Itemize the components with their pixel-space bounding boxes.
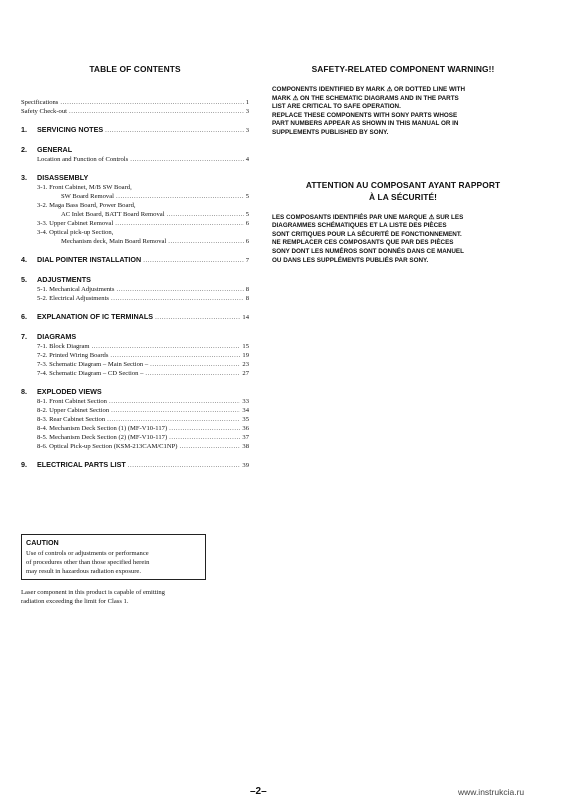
- toc-top-items: [21, 98, 249, 116]
- toc-entry[interactable]: 7-2. Printed Wiring Boards ..... 19: [37, 351, 249, 360]
- toc-entry-line: 3-4. Optical pick-up Section,: [37, 229, 114, 236]
- safety-warnings: [272, 64, 534, 265]
- watermark: www.instrukcia.ru: [458, 787, 525, 797]
- toc-entry-line: 3-2. Maga Bass Board, Power Board,: [37, 202, 136, 209]
- warning-fr-body: LES COMPOSANTS IDENTIFIÉS PAR UNE MARQUE ⚠ SUR LES DIAGRAMMES SCHÉMATIQUES ET LA LISTE DES PIÈCES SONT CRITIQUES POUR LA SÉCURITÉ DE FONCTIONNEMENT. NE REMPLACER CES COMPOSANTS QUE PAR DES PIÈCES SONY DONT LES NUMÉROS SONT DONNÉS DANS CE MANUEL OU DANS LES SUPPLÉMENTS PUBLIÉS PAR SONY.: [272, 213, 464, 264]
- toc-entry[interactable]: 8-3. Rear Cabinet Section ..... 35: [37, 415, 249, 424]
- laser-note: Laser component in this product is capable of emitting radiation exceeding the limit for Class 1.: [21, 589, 165, 605]
- toc-section-1[interactable]: 1. SERVICING NOTES ..... 3: [21, 125, 249, 136]
- warning-en-body: COMPONENTS IDENTIFIED BY MARK ⚠ OR DOTTED LINE WITH MARK ⚠ ON THE SCHEMATIC DIAGRAMS AND IN THE PARTS LIST ARE CRITICAL TO SAFE OPERATION. REPLACE THESE COMPONENTS WITH SONY PARTS WHOSE PART NUMBERS APPEAR AS SHOWN IN THIS MANUAL OR IN SUPPLEMENTS PUBLISHED BY SONY.: [272, 86, 466, 136]
- toc-entry[interactable]: 3-3. Upper Cabinet Removal ..... 6: [37, 219, 249, 228]
- toc-entry[interactable]: 8-6. Optical Pick-up Section (KSM-213CAM/C1NP) ..... 38: [37, 442, 249, 451]
- toc-entry[interactable]: Location and Function of Controls ..... 4: [37, 155, 249, 164]
- warning-fr-title-line1: ATTENTION AU COMPOSANT AYANT RAPPORT: [305, 179, 501, 190]
- toc-entry[interactable]: 5-2. Electrical Adjustments ..... 8: [37, 294, 249, 303]
- toc-entry[interactable]: Safety Check-out ..... 3: [21, 107, 249, 116]
- toc-entry[interactable]: 8-2. Upper Cabinet Section ..... 34: [37, 406, 249, 415]
- toc-entry[interactable]: AC Inlet Board, BATT Board Removal ..... 5: [37, 210, 249, 219]
- toc-entry[interactable]: Mechanism deck, Main Board Removal ..... 6: [37, 237, 249, 246]
- toc-entry[interactable]: 8-4. Mechanism Deck Section (1) (MF-V10-117) ..... 36: [37, 424, 249, 433]
- toc-entry[interactable]: 5-1. Mechanical Adjustments ..... 8: [37, 285, 249, 294]
- caution-box: [21, 534, 206, 580]
- toc-entry[interactable]: 7-4. Schematic Diagram – CD Section – ..... 27: [37, 369, 249, 378]
- caution-body: Use of controls or adjustments or performance of procedures other than those specified herein may result in hazardous radiation exposure.: [26, 550, 150, 575]
- toc-section-9[interactable]: 9. ELECTRICAL PARTS LIST ..... 39: [21, 460, 249, 471]
- toc-entry[interactable]: Specifications ..... 1: [21, 98, 249, 107]
- toc-section-4[interactable]: 4. DIAL POINTER INSTALLATION ..... 7: [21, 255, 249, 266]
- toc-entry[interactable]: 8-5. Mechanism Deck Section (2) (MF-V10-117) ..... 37: [37, 433, 249, 442]
- toc-entry[interactable]: 8-1. Front Cabinet Section ..... 33: [37, 397, 249, 406]
- toc-entry-line: 3-1. Front Cabinet, M/B SW Board,: [37, 184, 132, 191]
- warning-fr-title-line2: À LA SÉCURITÉ!: [368, 191, 438, 202]
- page-number: –2–: [250, 786, 267, 797]
- toc-entry[interactable]: 7-3. Schematic Diagram – Main Section – ..... 23: [37, 360, 249, 369]
- toc-entry[interactable]: SW Board Removal ..... 5: [37, 192, 249, 201]
- toc-section-2[interactable]: 2. GENERAL: [21, 145, 73, 154]
- toc-title: TABLE OF CONTENTS: [89, 64, 181, 74]
- toc-section-3[interactable]: 3. DISASSEMBLY: [21, 173, 89, 182]
- toc-section-5[interactable]: 5. ADJUSTMENTS: [21, 275, 91, 284]
- warning-en-title: SAFETY-RELATED COMPONENT WARNING!!: [311, 64, 495, 74]
- table-of-contents: [21, 64, 249, 471]
- caution-title: CAUTION: [26, 538, 59, 547]
- toc-section-8[interactable]: 8. EXPLODED VIEWS: [21, 387, 102, 396]
- toc-section-7[interactable]: 7. DIAGRAMS: [21, 332, 77, 341]
- toc-entry[interactable]: 7-1. Block Diagram ..... 15: [37, 342, 249, 351]
- toc-section-6[interactable]: 6. EXPLANATION OF IC TERMINALS ..... 14: [21, 312, 249, 323]
